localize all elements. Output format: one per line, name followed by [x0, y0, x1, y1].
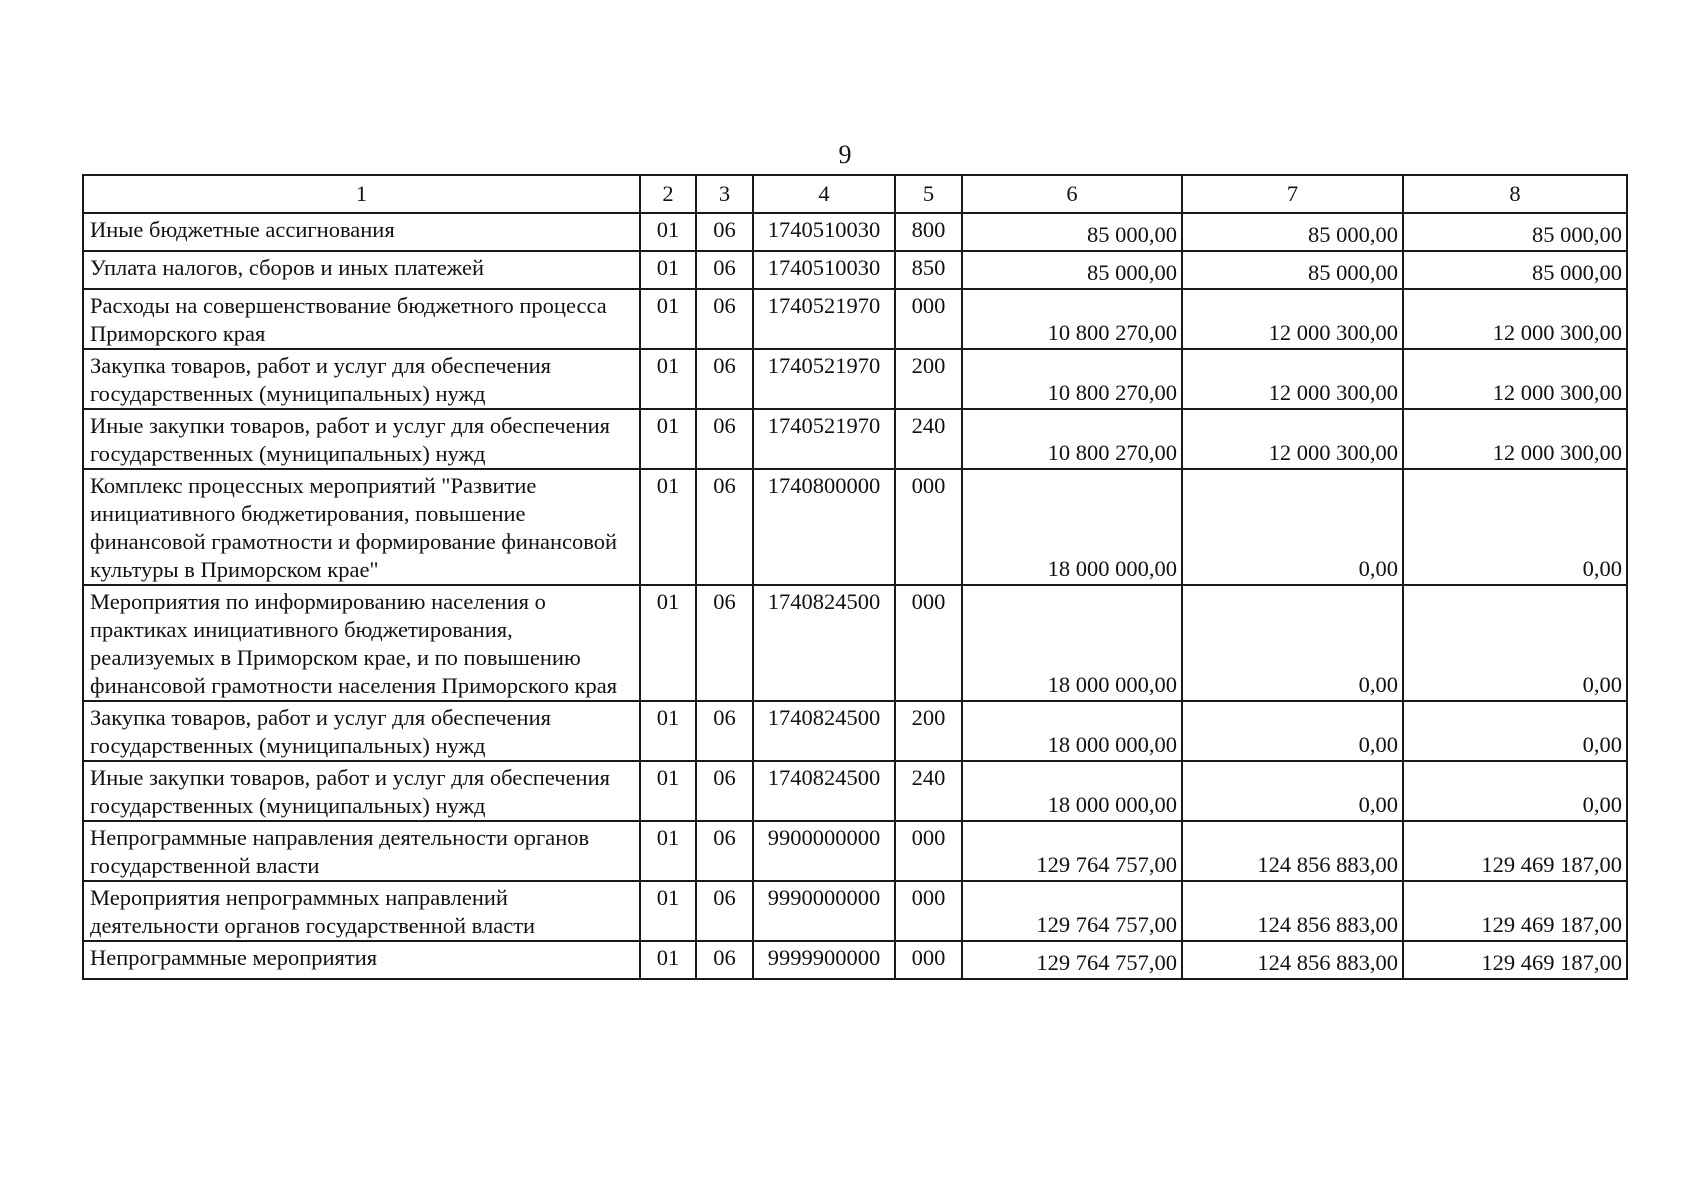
expense-type-cell: 850 [895, 251, 962, 289]
amount-cell-col6: 85 000,00 [962, 213, 1182, 251]
amount-cell-col8: 129 469 187,00 [1403, 821, 1627, 881]
target-article-cell: 1740521970 [753, 409, 895, 469]
amount-cell-col8: 0,00 [1403, 701, 1627, 761]
amount-cell-col7: 85 000,00 [1182, 213, 1403, 251]
expense-name-cell: Иные закупки товаров, работ и услуг для обеспечения государственных (муниципальных) нужд [83, 409, 640, 469]
amount-cell-col6: 129 764 757,00 [962, 941, 1182, 979]
table-body [83, 213, 1627, 979]
expense-name-cell: Комплекс процессных мероприятий "Развитие инициативного бюджетирования, повышение финансовой грамотности и формирование финансовой культуры в Приморском крае" [83, 469, 640, 585]
section-code-cell: 01 [640, 349, 696, 409]
amount-cell-col8: 12 000 300,00 [1403, 409, 1627, 469]
expense-type-cell: 000 [895, 289, 962, 349]
amount-cell-col8: 0,00 [1403, 585, 1627, 701]
target-article-cell: 1740510030 [753, 213, 895, 251]
amount-cell-col8: 12 000 300,00 [1403, 289, 1627, 349]
amount-cell-col6: 18 000 000,00 [962, 761, 1182, 821]
section-code-cell: 01 [640, 213, 696, 251]
expense-type-cell: 000 [895, 469, 962, 585]
amount-cell-col6: 10 800 270,00 [962, 349, 1182, 409]
expense-name-cell: Расходы на совершенствование бюджетного процесса Приморского края [83, 289, 640, 349]
amount-cell-col7: 124 856 883,00 [1182, 821, 1403, 881]
amount-cell-col6: 10 800 270,00 [962, 409, 1182, 469]
subsection-code-cell: 06 [696, 213, 753, 251]
page-number: 9 [838, 140, 852, 169]
amount-cell-col8: 12 000 300,00 [1403, 349, 1627, 409]
table-row [83, 213, 1627, 251]
subsection-code-cell: 06 [696, 941, 753, 979]
expense-name-cell: Закупка товаров, работ и услуг для обеспечения государственных (муниципальных) нужд [83, 701, 640, 761]
table-row [83, 701, 1627, 761]
section-code-cell: 01 [640, 881, 696, 941]
table-row [83, 821, 1627, 881]
section-code-cell: 01 [640, 585, 696, 701]
amount-cell-col6: 10 800 270,00 [962, 289, 1182, 349]
amount-cell-col7: 12 000 300,00 [1182, 349, 1403, 409]
amount-cell-col7: 12 000 300,00 [1182, 409, 1403, 469]
expense-name-cell: Мероприятия по информированию населения о практиках инициативного бюджетирования, реализуемых в Приморском крае, и по повышению финансовой грамотности населения Приморского края [83, 585, 640, 701]
table-row [83, 349, 1627, 409]
target-article-cell: 1740510030 [753, 251, 895, 289]
subsection-code-cell: 06 [696, 881, 753, 941]
expense-type-cell: 000 [895, 941, 962, 979]
header-cell: 1 [83, 175, 640, 213]
amount-cell-col6: 129 764 757,00 [962, 821, 1182, 881]
expense-type-cell: 000 [895, 821, 962, 881]
target-article-cell: 9990000000 [753, 881, 895, 941]
target-article-cell: 9900000000 [753, 821, 895, 881]
subsection-code-cell: 06 [696, 251, 753, 289]
section-code-cell: 01 [640, 701, 696, 761]
table-row [83, 585, 1627, 701]
section-code-cell: 01 [640, 821, 696, 881]
section-code-cell: 01 [640, 761, 696, 821]
amount-cell-col7: 0,00 [1182, 585, 1403, 701]
target-article-cell: 1740521970 [753, 349, 895, 409]
amount-cell-col6: 18 000 000,00 [962, 585, 1182, 701]
amount-cell-col6: 18 000 000,00 [962, 469, 1182, 585]
amount-cell-col8: 129 469 187,00 [1403, 881, 1627, 941]
expense-name-cell: Закупка товаров, работ и услуг для обеспечения государственных (муниципальных) нужд [83, 349, 640, 409]
table-row [83, 409, 1627, 469]
expense-type-cell: 200 [895, 349, 962, 409]
header-cell: 5 [895, 175, 962, 213]
section-code-cell: 01 [640, 941, 696, 979]
expense-type-cell: 800 [895, 213, 962, 251]
subsection-code-cell: 06 [696, 409, 753, 469]
expense-name-cell: Непрограммные направления деятельности органов государственной власти [83, 821, 640, 881]
amount-cell-col7: 0,00 [1182, 469, 1403, 585]
header-cell: 6 [962, 175, 1182, 213]
subsection-code-cell: 06 [696, 289, 753, 349]
target-article-cell: 9999900000 [753, 941, 895, 979]
table-row [83, 251, 1627, 289]
subsection-code-cell: 06 [696, 469, 753, 585]
expense-type-cell: 000 [895, 585, 962, 701]
amount-cell-col7: 124 856 883,00 [1182, 881, 1403, 941]
header-cell: 4 [753, 175, 895, 213]
amount-cell-col7: 12 000 300,00 [1182, 289, 1403, 349]
header-cell: 7 [1182, 175, 1403, 213]
amount-cell-col8: 85 000,00 [1403, 213, 1627, 251]
amount-cell-col6: 129 764 757,00 [962, 881, 1182, 941]
section-code-cell: 01 [640, 289, 696, 349]
header-cell: 2 [640, 175, 696, 213]
target-article-cell: 1740800000 [753, 469, 895, 585]
target-article-cell: 1740824500 [753, 761, 895, 821]
subsection-code-cell: 06 [696, 701, 753, 761]
target-article-cell: 1740824500 [753, 585, 895, 701]
amount-cell-col7: 0,00 [1182, 701, 1403, 761]
header-cell: 8 [1403, 175, 1627, 213]
expense-name-cell: Непрограммные мероприятия [83, 941, 640, 979]
table-header-row [83, 175, 1627, 213]
expense-name-cell: Иные бюджетные ассигнования [83, 213, 640, 251]
expense-type-cell: 240 [895, 409, 962, 469]
subsection-code-cell: 06 [696, 821, 753, 881]
budget-table [82, 174, 1628, 980]
subsection-code-cell: 06 [696, 761, 753, 821]
expense-name-cell: Мероприятия непрограммных направлений деятельности органов государственной власти [83, 881, 640, 941]
expense-type-cell: 240 [895, 761, 962, 821]
table-row [83, 469, 1627, 585]
expense-type-cell: 200 [895, 701, 962, 761]
amount-cell-col8: 0,00 [1403, 761, 1627, 821]
amount-cell-col8: 85 000,00 [1403, 251, 1627, 289]
table-row [83, 761, 1627, 821]
header-cell: 3 [696, 175, 753, 213]
amount-cell-col6: 18 000 000,00 [962, 701, 1182, 761]
amount-cell-col8: 129 469 187,00 [1403, 941, 1627, 979]
table-row [83, 941, 1627, 979]
amount-cell-col8: 0,00 [1403, 469, 1627, 585]
target-article-cell: 1740824500 [753, 701, 895, 761]
table-row [83, 881, 1627, 941]
section-code-cell: 01 [640, 409, 696, 469]
subsection-code-cell: 06 [696, 585, 753, 701]
table-row [83, 289, 1627, 349]
subsection-code-cell: 06 [696, 349, 753, 409]
amount-cell-col7: 0,00 [1182, 761, 1403, 821]
expense-name-cell: Уплата налогов, сборов и иных платежей [83, 251, 640, 289]
target-article-cell: 1740521970 [753, 289, 895, 349]
section-code-cell: 01 [640, 251, 696, 289]
expense-type-cell: 000 [895, 881, 962, 941]
amount-cell-col7: 124 856 883,00 [1182, 941, 1403, 979]
expense-name-cell: Иные закупки товаров, работ и услуг для обеспечения государственных (муниципальных) нужд [83, 761, 640, 821]
amount-cell-col7: 85 000,00 [1182, 251, 1403, 289]
section-code-cell: 01 [640, 469, 696, 585]
amount-cell-col6: 85 000,00 [962, 251, 1182, 289]
